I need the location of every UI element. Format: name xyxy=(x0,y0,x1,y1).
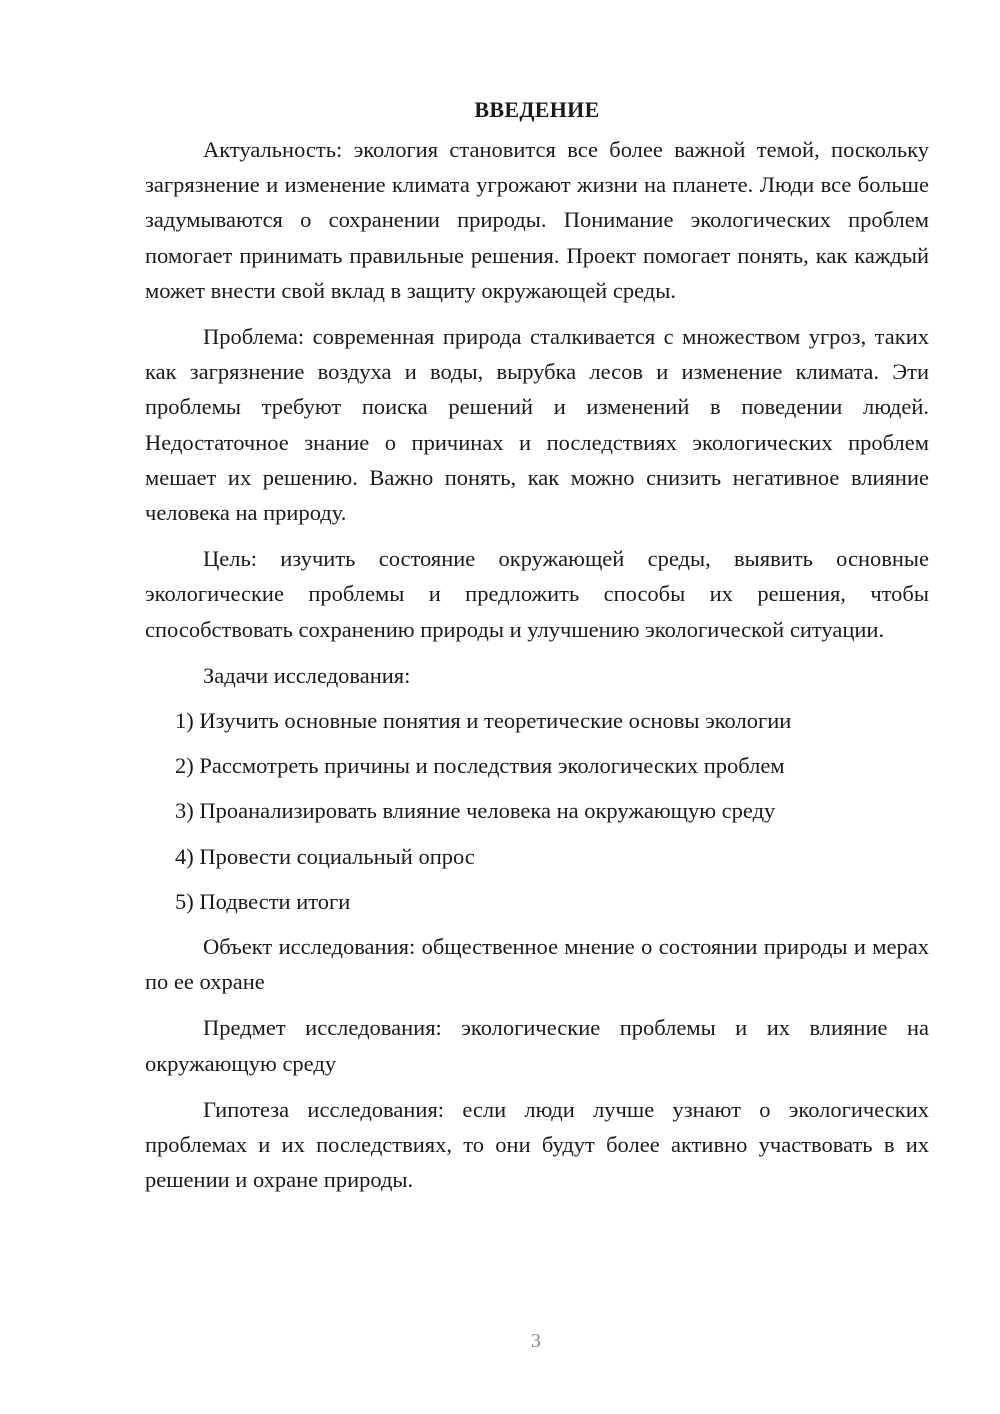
problem-paragraph: Проблема: современная природа сталкивается с множеством угроз, таких как загрязнение воздуха и воды, вырубка лесов и изменение климата. Эти проблемы требуют поиска решений и изменений в поведении людей. Недостаточное знание о причинах и последствиях экологических проблем мешает их решению. Важно понять, как можно снизить негативное влияние человека на природу. xyxy=(145,324,929,526)
tasks-heading: Задачи исследования: xyxy=(203,662,411,688)
page-content xyxy=(145,92,929,1208)
task-list xyxy=(145,703,929,919)
goal-paragraph: Цель: изучить состояние окружающей среды, выявить основные экологические проблемы и предложить способы их решения, чтобы способствовать сохранению природы и улучшению экологической ситуации. xyxy=(145,546,929,642)
page-number: 3 xyxy=(531,1330,541,1352)
subject-paragraph: Предмет исследования: экологические проблемы и их влияние на окружающую среду xyxy=(145,1015,929,1076)
relevance-paragraph: Актуальность: экология становится все более важной темой, поскольку загрязнение и изменение климата угрожают жизни на планете. Люди все больше задумываются о сохранении природы. Понимание экологических проблем помогает принимать правильные решения. Проект помогает понять, как каждый может внести свой вклад в защиту окружающей среды. xyxy=(145,137,929,303)
hypothesis-paragraph: Гипотеза исследования: если люди лучше узнают о экологических проблемах и их последствиях, то они будут более активно участвовать в их решении и охране природы. xyxy=(145,1096,929,1193)
task-item: 4) Провести социальный опрос xyxy=(175,843,475,869)
task-item: 2) Рассмотреть причины и последствия экологических проблем xyxy=(175,753,785,779)
section-title: ВВЕДЕНИЕ xyxy=(474,97,600,122)
task-item: 1) Изучить основные понятия и теоретические основы экологии xyxy=(175,708,792,734)
task-item: 5) Подвести итоги xyxy=(175,888,351,914)
task-item: 3) Проанализировать влияние человека на окружающую среду xyxy=(175,798,776,824)
object-paragraph: Объект исследования: общественное мнение о состоянии природы и мерах по ее охране xyxy=(145,934,929,995)
